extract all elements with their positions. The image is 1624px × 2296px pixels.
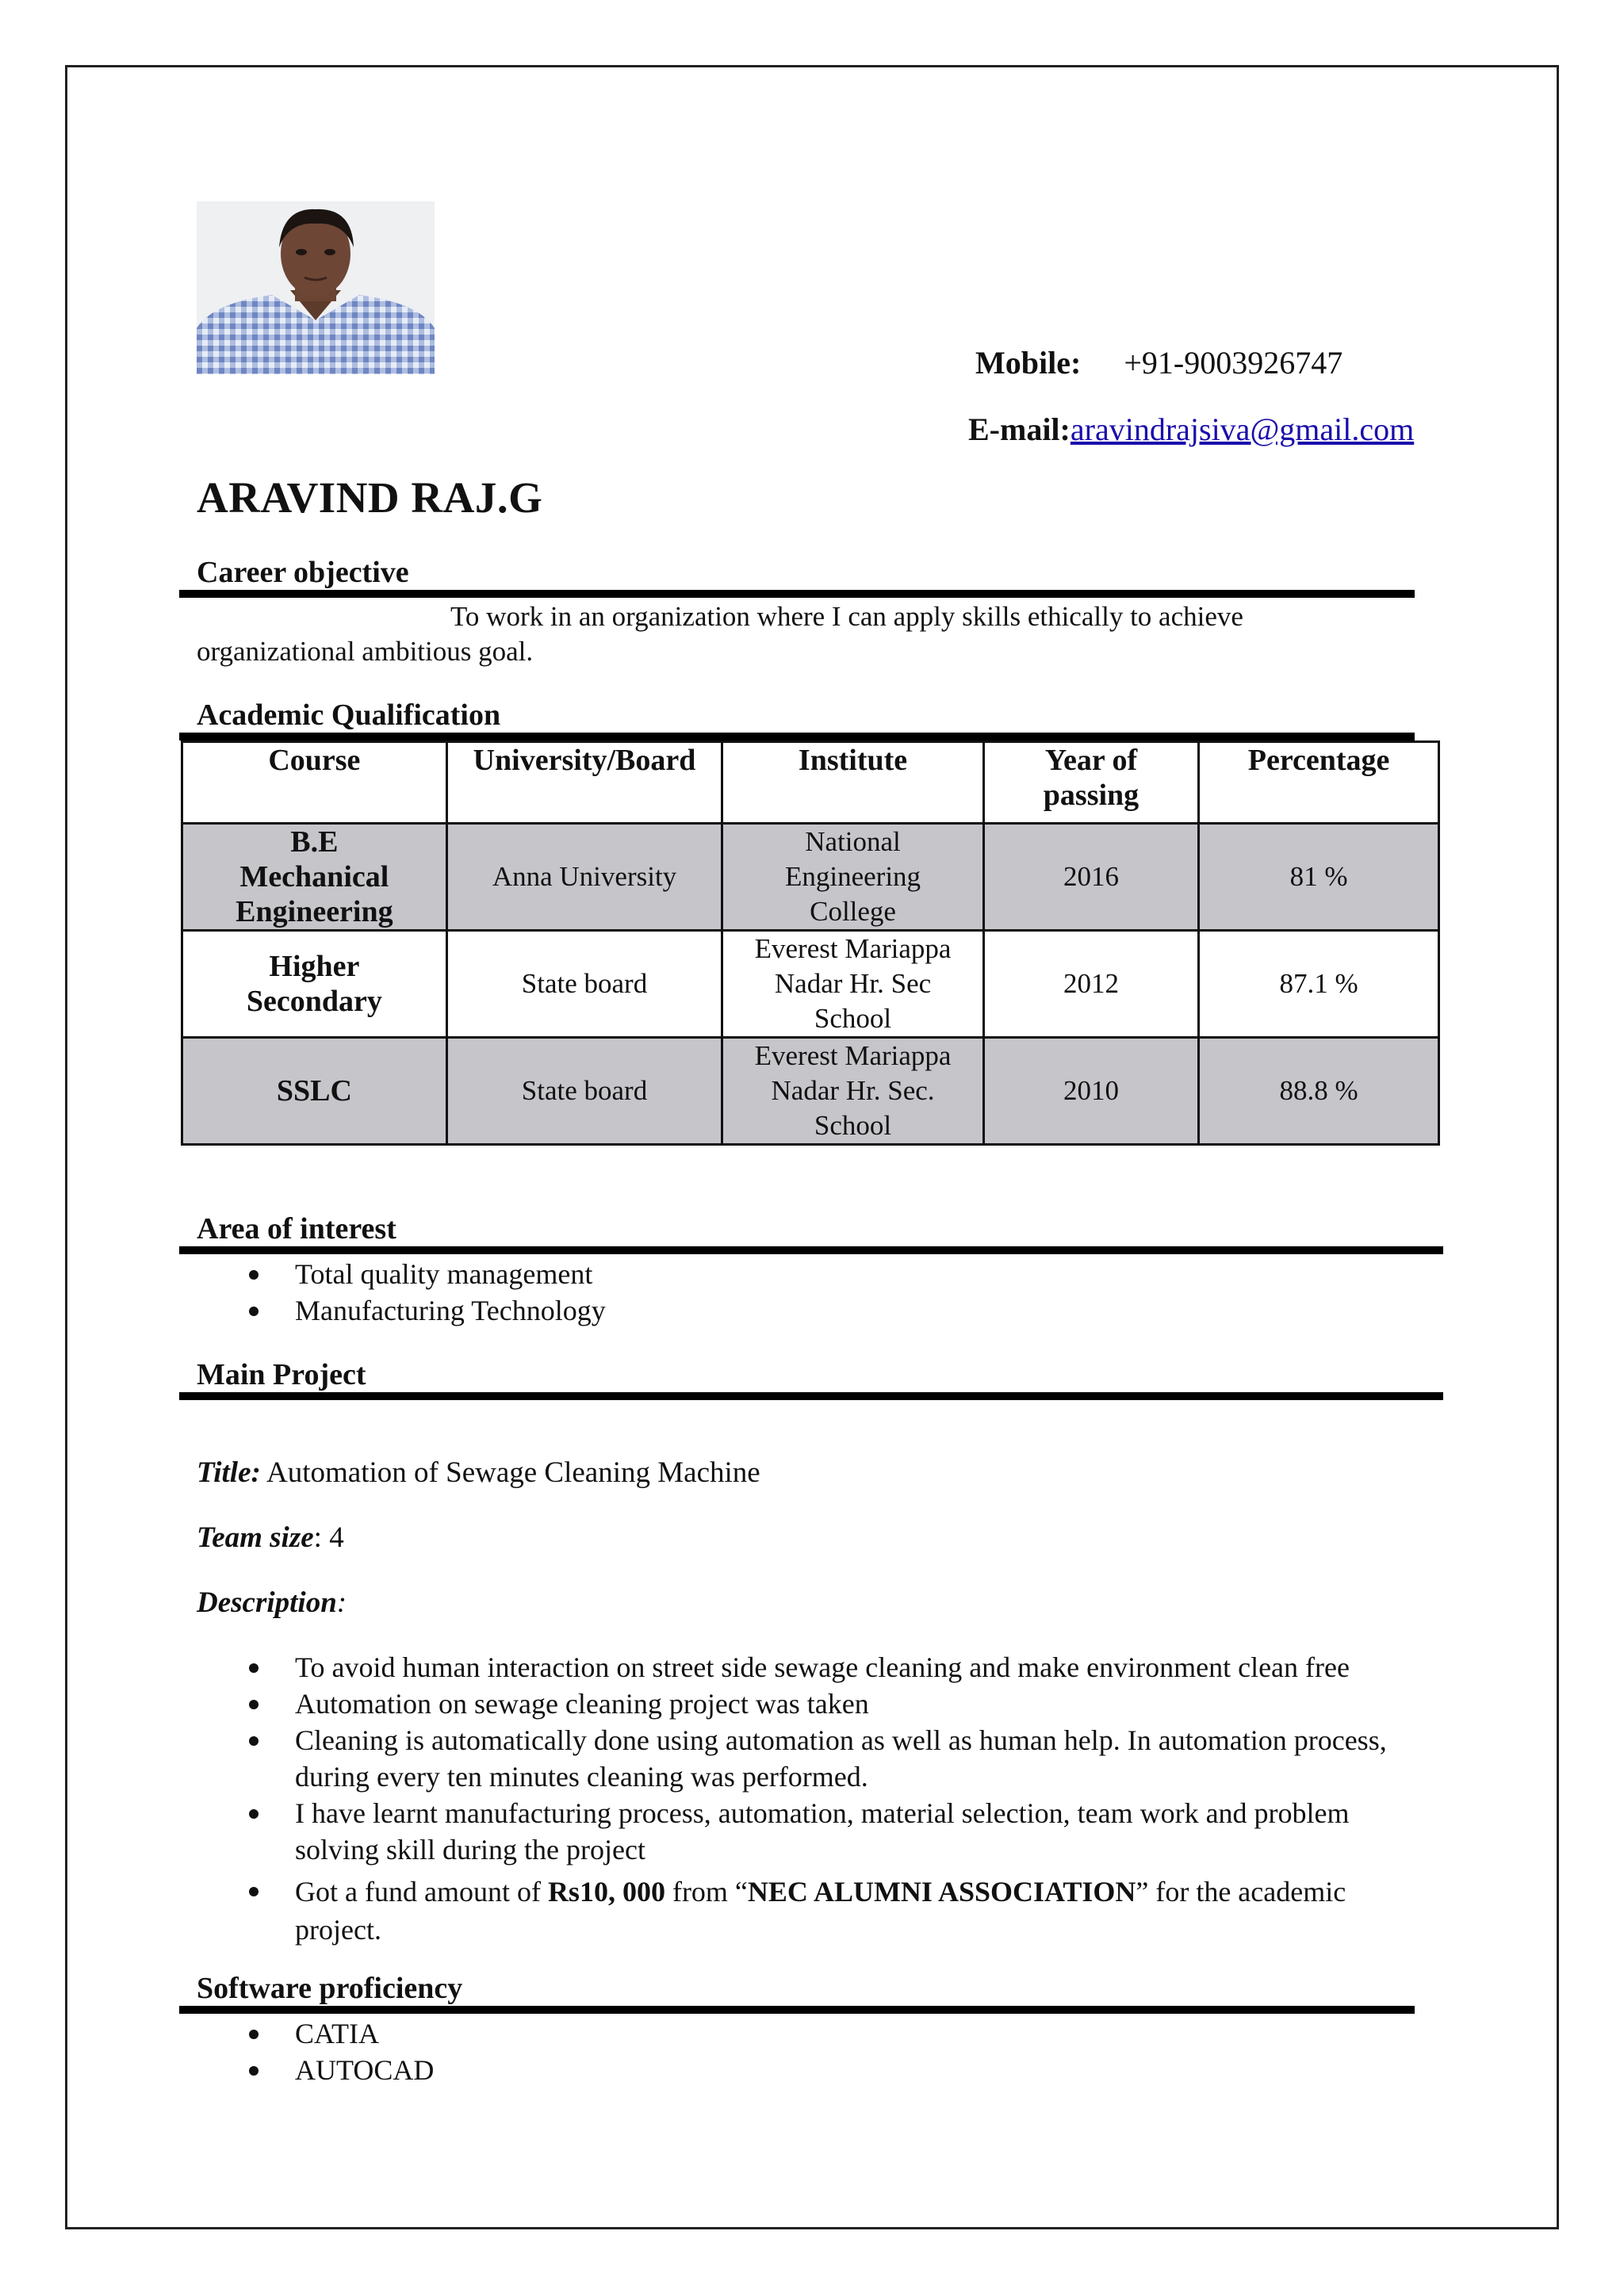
candidate-name: ARAVIND RAJ.G: [197, 473, 543, 522]
list-item-text: I have learnt manufacturing process, automation, material selection, team work and problem solving skill during the project: [295, 1797, 1350, 1866]
bullet-icon: [249, 1270, 259, 1280]
list-item: [197, 1795, 1434, 1868]
team-size-line: [197, 1521, 344, 1555]
career-objective-title: Career objective: [197, 556, 409, 589]
section-rule: [179, 1246, 1443, 1254]
project-description-list: [197, 1649, 1434, 1949]
fund-prefix: Got a fund amount of: [295, 1876, 548, 1908]
bullet-icon: [249, 2066, 259, 2076]
mobile-value: +91-9003926747: [1124, 345, 1343, 381]
bullet-icon: [249, 1663, 259, 1673]
list-item: [197, 1873, 1434, 1949]
bullet-icon: [249, 1887, 259, 1896]
academic-title: Academic Qualification: [197, 698, 501, 732]
cell-year: 2012: [983, 931, 1198, 1038]
cell-institute: Everest Mariappa Nadar Hr. Sec. School: [722, 1038, 984, 1145]
mobile-label: Mobile:: [975, 345, 1082, 381]
list-item: [197, 1256, 1434, 1292]
mobile-line: [975, 344, 1342, 381]
table-header-row: [182, 742, 1439, 824]
cell-board: State board: [446, 1038, 722, 1145]
email-line: [968, 411, 1414, 448]
team-size-value: : 4: [313, 1521, 344, 1554]
team-size-label: Team size: [197, 1521, 314, 1554]
bullet-icon: [249, 1700, 259, 1709]
list-item-text: Automation on sewage cleaning project was taken: [295, 1688, 869, 1720]
list-item: [197, 1292, 1434, 1329]
list-item-text: Total quality management: [295, 1258, 593, 1290]
table-row: [182, 824, 1439, 931]
fund-amount: Rs10, 000: [547, 1876, 665, 1908]
section-rule: [179, 1392, 1443, 1400]
list-item-text: Cleaning is automatically done using automation as well as human help. In automation process, during every ten minutes cleaning was performed.: [295, 1724, 1387, 1793]
career-objective-line1: To work in an organization where I can apply skills ethically to achieve: [450, 601, 1243, 632]
list-item: [197, 2052, 1434, 2088]
cell-percentage: 88.8 %: [1199, 1038, 1439, 1145]
bullet-icon: [249, 1307, 259, 1316]
header-institute: Institute: [722, 742, 984, 824]
header-board: University/Board: [446, 742, 722, 824]
section-rule: [179, 733, 1415, 740]
project-title-value: Automation of Sewage Cleaning Machine: [266, 1456, 760, 1489]
fund-middle: from “: [665, 1876, 748, 1908]
list-item-text: Manufacturing Technology: [295, 1295, 606, 1326]
career-objective-line2: organizational ambitious goal.: [197, 636, 534, 667]
software-title: Software proficiency: [197, 1972, 463, 2005]
list-item: [197, 1722, 1434, 1795]
software-list: [197, 2015, 1434, 2088]
project-title: Main Project: [197, 1358, 366, 1391]
description-line: [197, 1586, 347, 1620]
interest-title: Area of interest: [197, 1212, 396, 1246]
list-item-text: AUTOCAD: [295, 2054, 435, 2086]
email-label: E-mail:: [968, 411, 1071, 447]
cell-institute: National Engineering College: [722, 824, 984, 931]
interest-list: [197, 1256, 1434, 1329]
cell-percentage: 81 %: [1199, 824, 1439, 931]
list-item: [197, 1686, 1434, 1722]
bullet-icon: [249, 1809, 259, 1819]
cell-course: Higher Secondary: [182, 931, 447, 1038]
bullet-icon: [249, 2030, 259, 2039]
email-link[interactable]: aravindrajsiva@gmail.com: [1070, 411, 1415, 447]
description-colon: :: [336, 1586, 347, 1619]
description-label: Description: [197, 1586, 337, 1619]
header-year: Year of passing: [983, 742, 1198, 824]
cell-percentage: 87.1 %: [1199, 931, 1439, 1038]
cell-board: Anna University: [446, 824, 722, 931]
header-percentage: Percentage: [1199, 742, 1439, 824]
table-row: [182, 931, 1439, 1038]
fund-organization: NEC ALUMNI ASSOCIATION: [747, 1876, 1136, 1908]
cell-course: SSLC: [182, 1038, 447, 1145]
list-item-text: To avoid human interaction on street side sewage cleaning and make environment clean free: [295, 1651, 1350, 1683]
fund-suffix: ” for the academic project.: [295, 1876, 1346, 1946]
bullet-icon: [249, 1736, 259, 1746]
academic-table: [181, 740, 1440, 1146]
list-item-text: CATIA: [295, 2018, 379, 2049]
header-course: Course: [182, 742, 447, 824]
cell-course: B.E Mechanical Engineering: [182, 824, 447, 931]
cell-year: 2010: [983, 1038, 1198, 1145]
project-title-label: Title:: [197, 1456, 261, 1489]
cell-board: State board: [446, 931, 722, 1038]
section-rule: [179, 2006, 1415, 2014]
table-row: [182, 1038, 1439, 1145]
project-title-line: [197, 1456, 760, 1490]
cell-year: 2016: [983, 824, 1198, 931]
list-item: [197, 2015, 1434, 2052]
cell-institute: Everest Mariappa Nadar Hr. Sec School: [722, 931, 984, 1038]
section-rule: [179, 590, 1415, 598]
profile-photo: [197, 201, 435, 374]
list-item: [197, 1649, 1434, 1686]
